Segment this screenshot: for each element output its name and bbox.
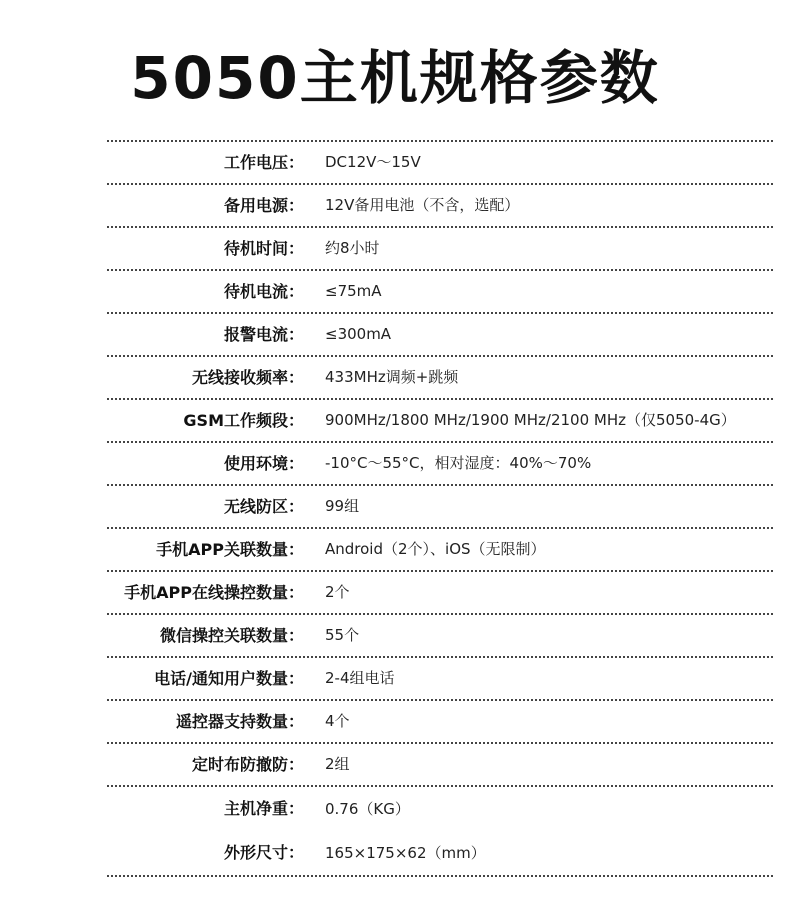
spec-label: 待机电流： (223, 282, 304, 301)
spec-label: 主机净重： (223, 799, 304, 818)
spec-label: 电话/通知用户数量： (154, 669, 304, 688)
spec-value: 165×175×62（mm） (325, 844, 486, 862)
spec-value: 2组 (325, 755, 350, 773)
spec-value: ≤300mA (325, 325, 392, 343)
spec-value: DC12V～15V (325, 153, 421, 171)
spec-label: 微信操控关联数量： (159, 626, 304, 645)
page-title: 5050主机规格参数 (130, 44, 660, 112)
spec-value: 2-4组电话 (325, 669, 395, 687)
spec-row-gsm-bands (107, 400, 773, 441)
spec-value: 900MHz/1800 MHz/1900 MHz/2100 MHz（仅5050-4G） (325, 411, 736, 429)
spec-label: 无线接收频率： (191, 368, 304, 387)
spec-label: 待机时间： (223, 239, 304, 258)
spec-label: 工作电压： (223, 153, 304, 172)
spec-row-app-online-count (107, 572, 773, 613)
spec-label: 手机APP关联数量： (156, 540, 304, 559)
spec-label: 报警电流： (223, 325, 304, 344)
spec-value: 99组 (325, 497, 360, 515)
spec-row-working-voltage (107, 142, 773, 183)
spec-label: 无线防区： (223, 497, 304, 516)
spec-value: 2个 (325, 583, 350, 601)
spec-row-remote-count (107, 701, 773, 742)
spec-value: 12V备用电池（不含，选配） (325, 196, 520, 214)
spec-row-timed-arming (107, 744, 773, 785)
spec-value: -10°C～55°C，相对湿度：40%～70% (325, 454, 592, 472)
spec-value: Android（2个）、iOS（无限制） (325, 540, 546, 558)
spec-table (107, 140, 773, 877)
spec-row-app-link-count (107, 529, 773, 570)
spec-value: ≤75mA (325, 282, 382, 300)
spec-row-dimensions (107, 831, 773, 875)
spec-label: GSM工作频段： (183, 411, 304, 430)
spec-row-phone-users (107, 658, 773, 699)
spec-value: 433MHz调频+跳频 (325, 368, 459, 386)
dotted-divider (107, 875, 773, 877)
spec-value: 0.76（KG） (325, 800, 410, 818)
spec-value: 约8小时 (325, 239, 380, 257)
spec-row-standby-time (107, 228, 773, 269)
spec-row-net-weight (107, 787, 773, 831)
spec-row-backup-power (107, 185, 773, 226)
spec-row-environment (107, 443, 773, 484)
spec-label: 遥控器支持数量： (175, 712, 304, 731)
spec-label: 使用环境： (223, 454, 304, 473)
spec-row-wechat-count (107, 615, 773, 656)
spec-value: 55个 (325, 626, 360, 644)
spec-label: 外形尺寸： (223, 843, 304, 862)
spec-label: 定时布防撤防： (191, 755, 304, 774)
spec-row-alarm-current (107, 314, 773, 355)
spec-label: 手机APP在线操控数量： (124, 583, 304, 602)
spec-row-wireless-frequency (107, 357, 773, 398)
spec-row-standby-current (107, 271, 773, 312)
spec-label: 备用电源： (223, 196, 304, 215)
spec-row-wireless-zones (107, 486, 773, 527)
spec-value: 4个 (325, 712, 350, 730)
